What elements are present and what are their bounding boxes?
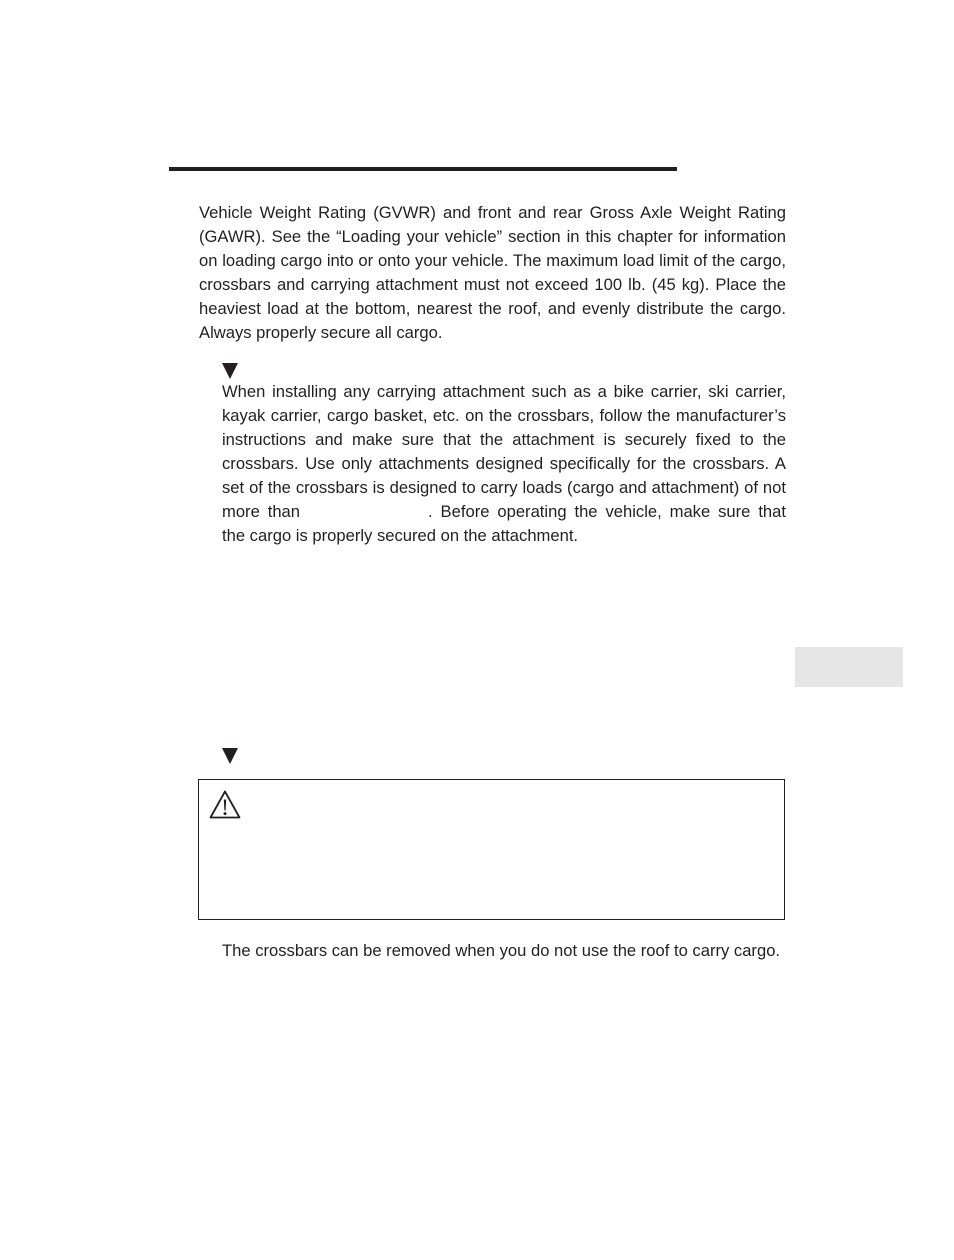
removal-paragraph: The crossbars can be removed when you do not use the roof to carry cargo. [222, 941, 781, 960]
triangle-down-icon [222, 363, 238, 379]
section-heading-rule [169, 167, 677, 171]
attachment-paragraph [222, 380, 786, 548]
triangle-down-icon [222, 748, 238, 764]
attachment-paragraph-text-2: . Before operating the vehicle, make sure that the cargo is properly secured on the attachment. [222, 502, 786, 545]
warning-triangle-icon [209, 790, 241, 819]
intro-paragraph: Vehicle Weight Rating (GVWR) and front and rear Gross Axle Weight Rating (GAWR). See the “Loading your vehicle” section in this chapter for information on loading cargo into or onto your vehicle. The maximum load limit of the cargo, crossbars and carrying attachment must not exceed 100 lb. (45 kg). Place the heaviest load at the bottom, nearest the roof, and evenly distribute the cargo. Always properly secure all cargo. [199, 203, 786, 342]
chapter-side-tab [795, 647, 903, 687]
caution-box [198, 779, 785, 920]
attachment-paragraph-text-1: When installing any carrying attachment such as a bike carrier, ski carrier, kayak carrier, cargo basket, etc. on the crossbars, follow the manufacturer’s instructions and make sure that the attachment is securely fixed to the crossbars. Use only attachments designed specifically for the crossbars. A set of the crossbars is designed to carry loads (cargo and attachment) of not more than [222, 382, 786, 521]
